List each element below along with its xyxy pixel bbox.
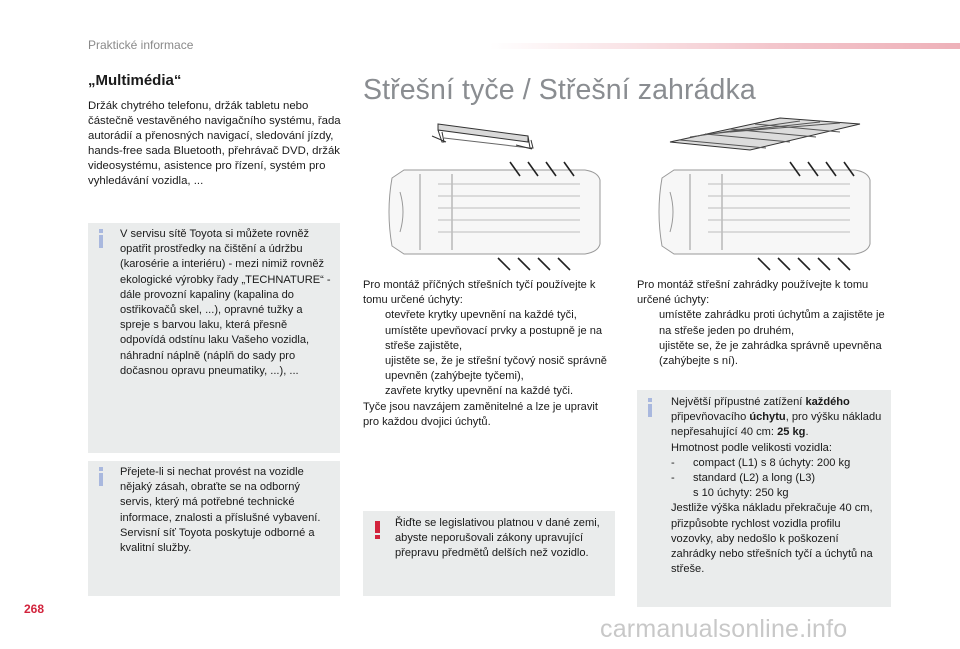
roof-bar-drawing: [432, 124, 533, 149]
van-top-view: [389, 170, 600, 254]
list-item: ujistěte se, že je zahrádka správně upevněna (zahýbejte s ní).: [659, 339, 882, 368]
info-icon: [99, 473, 103, 486]
section-header: Praktické informace: [88, 38, 194, 52]
info-icon: [99, 235, 103, 248]
info-icon: [648, 404, 652, 417]
height-paragraph: Jestliže výška nákladu překračuje 40 cm, přizpůsobte rychlost vozidla profilu vozovky, aby nedošlo k poškození zahrádky nebo střešních tyčí a úchytů na střeše.: [671, 502, 873, 576]
roof-bars-instructions: [363, 278, 613, 430]
workshop-info-text: Přejete-li si nechat provést na vozidle nějaký zásah, obraťte se na odborný servis, který má potřebné technické informace, znalosti a příslušné vybavení. Servisní síť Toyota poskytuje odborné a kvalitní služby.: [120, 466, 321, 555]
van-top-view: [659, 170, 870, 254]
roof-rack-illustration: [650, 112, 890, 272]
multimedia-text: Držák chytrého telefonu, držák tabletu nebo částečně vestavěného navigačního systému, řada autorádií a přenosných navigací, sledování jízdy, hands-free sada Bluetooth, přehrávač DVD, držák videosystému, asistence pro řízení, systém pro vyhledávání vozidla, ...: [88, 100, 341, 188]
legislation-warning-box: [363, 511, 615, 596]
roof-bars-outro: Tyče jsou navzájem zaměnitelné a lze je upravit pro každou dvojici úchytů.: [363, 400, 598, 428]
workshop-info-box: [88, 461, 340, 596]
warning-icon: [375, 521, 380, 538]
watermark: carmanualsonline.info: [600, 615, 848, 643]
list-item: zavřete krytky upevnění na každé tyči.: [385, 385, 574, 398]
roof-rack-drawing: [670, 118, 860, 150]
load-info-box: [637, 390, 891, 607]
list-item: ujistěte se, že je střešní tyčový nosič správně upevněn (zahýbejte tyčemi),: [385, 355, 607, 383]
service-info-box: [88, 223, 340, 453]
page-title: Střešní tyče / Střešní zahrádka: [363, 74, 756, 106]
weight-heading: Hmotnost podle velikosti vozidla:: [671, 441, 832, 454]
multimedia-title: „Multimédia“: [88, 72, 182, 89]
list-item: umístěte upevňovací prvky a postupně je na střeše zajistěte,: [385, 324, 603, 352]
load-info-text: [671, 395, 883, 577]
roof-bars-intro: Pro montáž příčných střešních tyčí používejte k tomu určené úchyty:: [363, 279, 596, 307]
page-number: 268: [24, 602, 45, 616]
list-item: umístěte zahrádku proti úchytům a zajistěte je na střeše jeden po druhém,: [659, 309, 885, 337]
roof-rack-intro: Pro montáž střešní zahrádky používejte k tomu určené úchyty:: [637, 279, 869, 307]
legislation-warning-text: Řiďte se legislativou platnou v dané zemi, abyste neporušovali zákony upravující přepravu předmětů delších než vozidlo.: [395, 517, 600, 560]
list-item: - standard (L2) a long (L3) s 10 úchyty: 250 kg: [671, 472, 816, 500]
list-item: - compact (L1) s 8 úchyty: 200 kg: [671, 456, 851, 469]
load-limit-paragraph: Největší přípustné zatížení každého připevňovacího úchytu, pro výšku nákladu nepřesahující 40 cm: 25 kg.: [671, 396, 882, 439]
service-info-text: V servisu sítě Toyota si můžete rovněž opatřit prostředky na čištění a údržbu (karosérie a interiéru) - mezi nimiž rovněž ekologické výrobky řady „TECHNATURE“ - dále provozní kapaliny (kapalina do ostřikovačů skel, ...), opravné tužky a spreje s barvou laku, která přesně odpovídá odstínu laku Vašeho vozidla, náhradní náplně (náplň do sady pro dočasnou opravu pneumatiky, ...), ...: [120, 228, 331, 377]
roof-rack-instructions: [637, 278, 892, 369]
header-decoration: [490, 43, 960, 49]
list-item: otevřete krytky upevnění na každé tyči,: [385, 309, 577, 322]
roof-bars-illustration: [380, 112, 620, 272]
